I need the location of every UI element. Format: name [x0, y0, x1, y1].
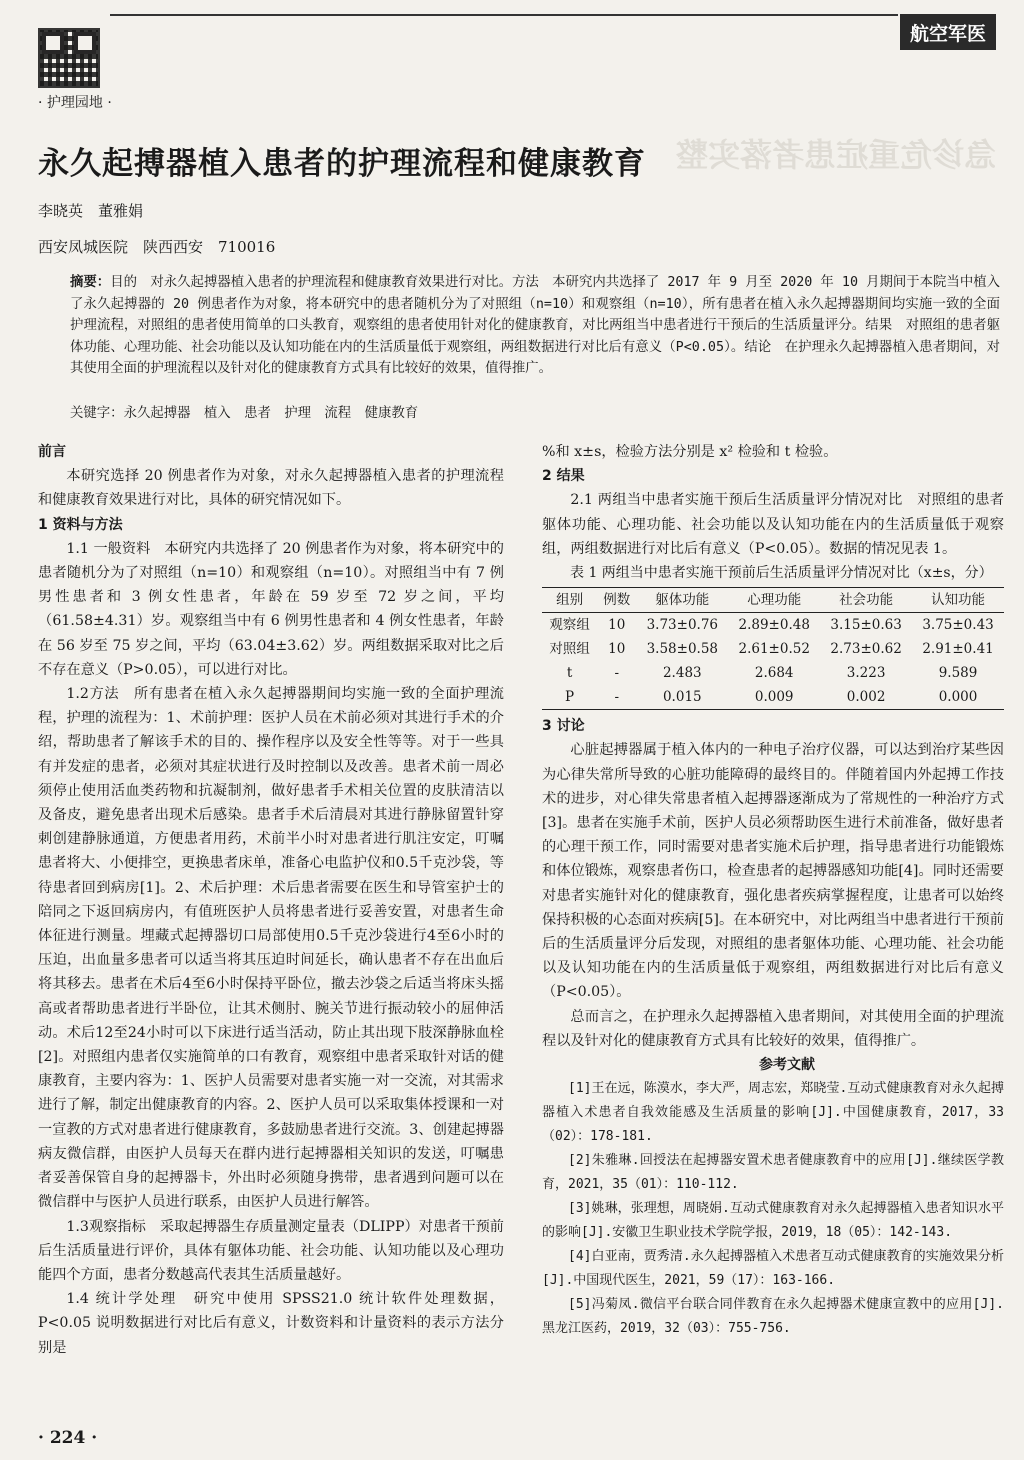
table-cell: 2.684: [754, 665, 794, 682]
table-cell: 3.223: [846, 665, 886, 682]
table-cell: 2.73±0.62: [830, 641, 902, 658]
paragraph-2-1: 2.1 两组当中患者实施干预后生活质量评分情况对比 对照组的患者躯体功能、心理功能、社会功能以及认知功能在内的生活质量低于观察组，两组数据进行对比后有意义（P<0.05）。数据的情况见表 1。: [542, 492, 1004, 557]
paragraph-continued: %和 x±s，检验方法分别是 x² 检验和 t 检验。: [542, 444, 838, 460]
table-cell: 2.91±0.41: [922, 641, 994, 658]
page-number: · 224 ·: [38, 1428, 98, 1448]
table-header-cell: 认知功能: [931, 592, 986, 609]
bleed-through-title: 急诊危重症患者落实整: [676, 136, 997, 174]
keywords-block: [70, 402, 970, 421]
table-row: [542, 685, 1004, 710]
table-header-cell: 例数: [603, 592, 631, 609]
keywords-label: 关键字：: [70, 406, 124, 421]
table-cell: 3.73±0.76: [646, 617, 719, 634]
table-cell: 0.015: [662, 689, 702, 706]
table-cell: 2.61±0.52: [738, 641, 810, 658]
table-cell: 0.009: [754, 689, 794, 706]
table-cell: -: [614, 689, 620, 706]
header-rule: [110, 14, 898, 16]
table-cell: 9.589: [938, 665, 978, 682]
table-header-row: [542, 588, 1004, 613]
table-header-cell: 躯体功能: [655, 592, 710, 609]
abstract-block: [70, 272, 1000, 380]
paragraph-3-2: 总而言之，在护理永久起搏器植入患者期间，对其使用全面的护理流程以及针对化的健康教育方式具有比较好的效果，值得推广。: [542, 1008, 1004, 1049]
paragraph-1-3: 1.3观察指标 采取起搏器生存质量测定量表（DLIPP）对患者干预前后生活质量进行评价，具体有躯体功能、社会功能、认知功能以及心理功能四个方面，患者分数越高代表其生活质量越好。: [38, 1218, 504, 1283]
table-header-cell: 社会功能: [839, 592, 894, 609]
table-caption: 表 1 两组当中患者实施干预前后生活质量评分情况对比（x±s，分）: [570, 565, 993, 582]
reference-item: [2]朱雅琳.回授法在起搏器安置术患者健康教育中的应用[J].继续医学教育，2021，35（01）：110-112.: [542, 1153, 1004, 1193]
reference-item: [4]白亚南，贾秀清.永久起搏器植入术患者互动式健康教育的实施效果分析[J].中国现代医生，2021，59（17）：163-166.: [542, 1249, 1004, 1289]
table-cell: 2.89±0.48: [738, 617, 810, 634]
journal-tab: 航空军医: [900, 14, 996, 50]
table-cell: 2.483: [662, 665, 702, 682]
section-tag: · 护理园地 ·: [38, 95, 112, 111]
abstract-label: 摘要：: [70, 275, 111, 290]
heading-intro: 前言: [38, 444, 66, 460]
table-row: [542, 613, 1004, 638]
heading-methods: 1 资料与方法: [38, 516, 123, 533]
table-cell: t: [566, 665, 573, 682]
article-affiliation: 西安凤城医院 陕西西安 710016: [38, 238, 276, 256]
keywords-text: 永久起搏器 植入 患者 护理 流程 健康教育: [123, 406, 419, 421]
table-cell: 3.58±0.58: [646, 641, 719, 658]
table-cell: 0.002: [846, 689, 886, 706]
paragraph-1-1: 1.1 一般资料 本研究内共选择了 20 例患者作为对象，将本研究中的患者随机分为了对照组（n=10）和观察组（n=10）。对照组当中有 7 例男性患者和 3 例女性患者，年龄在 59 岁至 72 岁之间，平均（61.58±4.31）岁。观察组当中有 6 例男性患者和 4 例女性患者，年龄在 56 岁至 75 岁之间，平均（63.04±3.62）岁。两组数据采取对比之后不存在意义（P>0.05），可以进行对比。: [38, 540, 504, 678]
table-row: [542, 637, 1004, 661]
table-cell: 对照组: [549, 641, 590, 658]
article-authors: 李晓英 董雅娟: [38, 202, 144, 220]
heading-discussion: 3 讨论: [542, 718, 585, 735]
table-cell: 10: [608, 617, 626, 634]
table-cell: 0.000: [938, 689, 978, 706]
table-cell: 3.75±0.43: [922, 617, 994, 634]
heading-results: 2 结果: [542, 468, 585, 485]
paragraph-3-1: 心脏起搏器属于植入体内的一种电子治疗仪器，可以达到治疗某些因为心律失常所导致的心脏功能障碍的最终目的。伴随着国内外起搏工作技术的进步，对心律失常患者植入起搏器逐渐成为了常规性的一种治疗方式[3]。患者在实施手术前，医护人员必须帮助医生进行术前准备，做好患者的心理干预工作，同时需要对患者实施术后护理，指导患者进行功能锻炼和体位锻炼，观察患者伤口，检查患者的起搏器感知功能[4]。同时还需要对患者实施针对化的健康教育，强化患者疾病掌握程度，让患者可以始终保持积极的心态面对疾病[5]。在本研究中，对比两组当中患者进行干预前后的生活质量评分后发现，对照组的患者躯体功能、心理功能、社会功能以及认知功能在内的生活质量低于观察组，两组数据进行对比后有意义（P<0.05）。: [542, 742, 1004, 1001]
table-header-cell: 心理功能: [747, 592, 802, 609]
results-table: [542, 587, 1004, 710]
paragraph-intro: 本研究选择 20 例患者作为对象，对永久起搏器植入患者的护理流程和健康教育效果进行对比，具体的研究情况如下。: [38, 468, 504, 509]
right-column: [542, 440, 1004, 1341]
qr-code-icon: [38, 28, 100, 88]
reference-item: [5]冯菊凤.微信平台联合同伴教育在永久起搏器术健康宣教中的应用[J].黑龙江医药，2019，32（03）：755-756.: [542, 1297, 1004, 1337]
table-cell: 3.15±0.63: [830, 617, 902, 634]
table-row: [542, 661, 1004, 685]
table-cell: -: [614, 665, 620, 682]
reference-item: [3]姚琳，张理想，周晓娟.互动式健康教育对永久起搏器植入患者知识水平的影响[J].安徽卫生职业技术学院学报，2019，18（05）：142-143.: [542, 1201, 1004, 1241]
article-title: 永久起搏器植入患者的护理流程和健康教育: [38, 146, 646, 182]
table-cell: 观察组: [549, 617, 590, 634]
table-cell: P: [565, 689, 575, 706]
reference-item: [1]王在远，陈漠水，李大严，周志宏，郑晓莹.互动式健康教育对永久起搏器植入术患者自我效能感及生活质量的影响[J].中国健康教育，2017，33（02）：178-181.: [542, 1081, 1004, 1145]
table-cell: 10: [608, 641, 626, 658]
left-column: [38, 440, 504, 1360]
table-header-cell: 组别: [556, 592, 584, 609]
abstract-text: 目的 对永久起搏器植入患者的护理流程和健康教育效果进行对比。方法 本研究内共选择了 2017 年 9 月至 2020 年 10 月期间于本院当中植入了永久起搏器的 20 例患者作为对象，将本研究中的患者随机分为了对照组（n=10）和观察组（n=10），所有患者在植入永久起搏器期间均实施一致的全面护理流程，对照组的患者使用简单的口头教育，观察组的患者使用针对化的健康教育，对比两组当中患者进行干预后的生活质量评分。结果 对照组的患者躯体功能、心理功能、社会功能以及认知功能在内的生活质量低于观察组，两组数据进行对比后有意义（P<0.05）。结论 在护理永久起搏器植入患者期间，对其使用全面的护理流程以及针对化的健康教育方式具有比较好的效果，值得推广。: [70, 275, 1001, 376]
paragraph-1-2: 1.2方法 所有患者在植入永久起搏器期间均实施一致的全面护理流程，护理的流程为：1、术前护理：医护人员在术前必须对其进行手术的介绍，帮助患者了解该手术的目的、操作程序以及安全性等等。对于一些具有并发症的患者，必须对其症状进行及时控制以及改善。患者术前一周必须停止使用活血类药物和抗凝制剂，做好患者手术相关位置的皮肤清洁以及备皮，避免患者出现术后感染。患者手术后清晨对其进行静脉留置针穿刺创建静脉通道，方便患者用药，术前半小时对患者进行肌注安定，叮嘱患者将大、小便排空，更换患者床单，准备心电监护仪和0.5千克沙袋，等待患者回到病房[1]。2、术后护理：术后患者需要在医生和导管室护士的陪同之下返回病房内，有值班医护人员将患者进行妥善安置，对患者生命体征进行测量。埋藏式起搏器切口局部使用0.5千克沙袋进行4至6小时的压迫，出血量多患者可以适当将其压迫时间延长，确认患者不存在出血后将其移去。患者在术后4至6小时保持平卧位，撤去沙袋之后适当将床头摇高或者帮助患者进行半卧位，让其术侧肘、腕关节进行振动较小的屈伸活动。术后12至24小时可以下床进行适当活动，防止其出现下肢深静脉血栓[2]。对照组内患者仅实施简单的口有教育，观察组中患者采取针对话的健康教育，主要内容为：1、医护人员需要对患者实施一对一交流，对其需求进行了解，制定出健康教育的内容。2、医护人员可以采取集体授课和一对一宣教的方式对患者进行健康教育，多鼓励患者进行交流。3、创建起搏器病友微信群，由医护人员每天在群内进行起搏器相关知识的发送，叮嘱患者妥善保管自身的起搏器卡，外出时必须随身携带，患者遇到问题可以在微信群中与医护人员进行联系，由医护人员进行解答。: [38, 686, 504, 1211]
paragraph-1-4: 1.4 统计学处理 研究中使用 SPSS21.0 统计软件处理数据，P<0.05 说明数据进行对比后有意义，计数资料和计量资料的表示方法分别是: [38, 1291, 504, 1356]
references-title: 参考文献: [759, 1057, 815, 1074]
